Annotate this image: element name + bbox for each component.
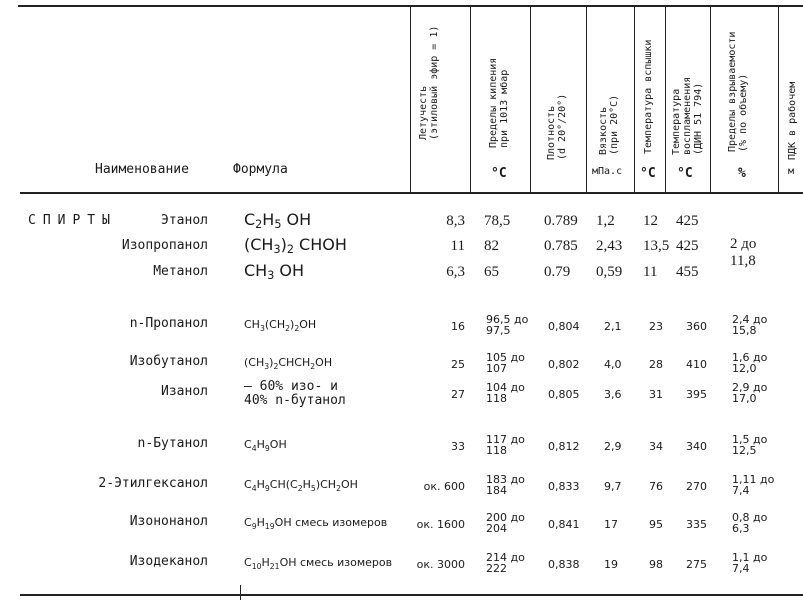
row-formula: $(CH_3)_2$ CHOH xyxy=(244,235,347,256)
row-density: 0,838 xyxy=(548,558,580,571)
col-divider-ignition xyxy=(665,7,666,193)
row-volatility: 27 xyxy=(451,388,465,401)
row-formula: $(CH_3)_2CHCH_2OH$ xyxy=(244,356,333,371)
row-viscosity: 19 xyxy=(604,558,618,571)
row-ignition: 395 xyxy=(686,388,707,401)
header-ignition: Температура воспламенения (ДИН 51 794) xyxy=(671,76,704,155)
row-explosion: 1,5 до 12,5 xyxy=(732,433,768,457)
row-ignition: 275 xyxy=(686,558,707,571)
header-formula: Формула xyxy=(233,162,288,177)
row-boiling: 214 до 222 xyxy=(486,551,525,575)
row-volatility: ок. 600 xyxy=(423,480,465,493)
header-viscosity-unit: мПа.с xyxy=(592,166,623,177)
row-flash: 31 xyxy=(649,388,663,401)
row-explosion: 1,1 до 7,4 xyxy=(732,551,768,575)
header-flash-unit: °C xyxy=(640,166,656,181)
row-flash: 95 xyxy=(649,518,663,531)
row-density: 0,802 xyxy=(548,358,580,371)
row-volatility: 25 xyxy=(451,358,465,371)
header-viscosity: Вязкость (при 20°C) xyxy=(598,94,620,155)
row-boiling: 200 до 204 xyxy=(486,511,525,535)
row-volatility: 16 xyxy=(451,320,465,333)
header-boiling-unit: °C xyxy=(491,166,507,181)
row-boiling: 82 xyxy=(484,238,499,254)
row-formula: $C_2H_5$ OH xyxy=(244,210,312,231)
row-formula: – 60% изо- и 40% n-бутанол xyxy=(244,379,346,408)
col-divider-formula xyxy=(240,585,241,600)
header-density: Плотность (d 20°/20°) xyxy=(546,93,568,160)
row-name: n-Пропанол xyxy=(129,316,208,331)
row-explosion: 2 до 11,8 xyxy=(730,236,757,269)
row-name: Изононанол xyxy=(129,514,208,529)
row-name: n-Бутанол xyxy=(137,436,208,451)
row-volatility: 6,3 xyxy=(446,264,465,280)
row-name: 2-Этилгексанол xyxy=(98,476,208,491)
row-boiling: 183 до 184 xyxy=(486,473,525,497)
header-explosion: Пределы взрываемости (% по объему) xyxy=(727,31,749,152)
row-name: Этанол xyxy=(161,213,208,228)
row-ignition: 425 xyxy=(676,213,699,229)
col-divider-pdk xyxy=(778,7,779,193)
row-explosion: 1,11 до 7,4 xyxy=(732,473,775,497)
row-density: 0,833 xyxy=(548,480,580,493)
row-explosion: 0,8 до 6,3 xyxy=(732,511,768,535)
col-divider-boiling xyxy=(470,7,471,193)
row-viscosity: 9,7 xyxy=(604,480,622,493)
row-flash: 76 xyxy=(649,480,663,493)
row-flash: 98 xyxy=(649,558,663,571)
header-flash: Температура вспышки xyxy=(643,39,654,154)
row-volatility: 33 xyxy=(451,440,465,453)
row-density: 0,804 xyxy=(548,320,580,333)
row-formula: $C_4H_9CH(C_2H_5)CH_2OH$ xyxy=(244,478,358,493)
header-pdk-unit: м xyxy=(788,166,795,177)
row-flash: 12 xyxy=(643,213,658,229)
row-flash: 13,5 xyxy=(643,238,670,254)
row-density: 0,812 xyxy=(548,440,580,453)
row-ignition: 455 xyxy=(676,264,699,280)
row-name: Изопропанол xyxy=(121,238,208,253)
row-density: 0,805 xyxy=(548,388,580,401)
row-volatility: ок. 1600 xyxy=(416,518,465,531)
row-formula: $CH_3$ OH xyxy=(244,261,305,282)
row-ignition: 270 xyxy=(686,480,707,493)
table-bottom-rule xyxy=(20,594,803,596)
row-viscosity: 2,9 xyxy=(604,440,622,453)
row-explosion: 2,9 до 17,0 xyxy=(732,381,768,405)
row-formula: $C_4H_9OH$ xyxy=(244,438,287,453)
col-divider-flash xyxy=(634,7,635,193)
row-formula: $C_9H_{19}OH$ смесь изомеров xyxy=(244,516,388,531)
header-name: Наименование xyxy=(95,162,189,177)
col-divider-density xyxy=(530,7,531,193)
row-name: Изанол xyxy=(161,384,208,399)
row-boiling: 65 xyxy=(484,264,499,280)
row-volatility: 8,3 xyxy=(446,213,465,229)
row-flash: 28 xyxy=(649,358,663,371)
header-boiling: Пределы кипения при 1013 мбар xyxy=(488,57,510,148)
row-ignition: 340 xyxy=(686,440,707,453)
header-explosion-unit: % xyxy=(738,166,746,181)
row-boiling: 96,5 до 97,5 xyxy=(486,313,529,337)
section-label: СПИРТЫ xyxy=(28,213,117,228)
row-viscosity: 3,6 xyxy=(604,388,622,401)
row-boiling: 105 до 107 xyxy=(486,351,525,375)
row-volatility: 11 xyxy=(450,238,465,254)
row-boiling: 117 до 118 xyxy=(486,433,525,457)
header-ignition-unit: °C xyxy=(677,166,693,181)
row-name: Изодеканол xyxy=(129,554,208,569)
row-flash: 11 xyxy=(643,264,658,280)
row-name: Изобутанол xyxy=(129,354,208,369)
header-volatility: Летучесть (этиловый эфир = 1) xyxy=(418,25,440,140)
col-divider-volatility xyxy=(410,7,411,193)
row-explosion: 1,6 до 12,0 xyxy=(732,351,768,375)
row-viscosity: 2,43 xyxy=(596,238,623,254)
row-flash: 34 xyxy=(649,440,663,453)
row-viscosity: 0,59 xyxy=(596,264,623,280)
row-density: 0.789 xyxy=(544,213,578,229)
row-ignition: 360 xyxy=(686,320,707,333)
row-density: 0.785 xyxy=(544,238,578,254)
row-density: 0.79 xyxy=(544,264,571,280)
row-viscosity: 4,0 xyxy=(604,358,622,371)
header-bottom-rule xyxy=(20,192,803,194)
row-name: Метанол xyxy=(153,264,208,279)
row-viscosity: 17 xyxy=(604,518,618,531)
row-flash: 23 xyxy=(649,320,663,333)
row-formula: $CH_3(CH_2)_2OH$ xyxy=(244,318,317,333)
col-divider-explosion xyxy=(710,7,711,193)
row-viscosity: 1,2 xyxy=(596,213,615,229)
row-volatility: ок. 3000 xyxy=(416,558,465,571)
row-viscosity: 2,1 xyxy=(604,320,622,333)
col-divider-viscosity xyxy=(586,7,587,193)
row-formula: $C_{10}H_{21}OH$ смесь изомеров xyxy=(244,556,393,571)
row-explosion: 2,4 до 15,8 xyxy=(732,313,768,337)
row-ignition: 410 xyxy=(686,358,707,371)
row-density: 0,841 xyxy=(548,518,580,531)
row-boiling: 104 до 118 xyxy=(486,381,525,405)
row-ignition: 335 xyxy=(686,518,707,531)
row-ignition: 425 xyxy=(676,238,699,254)
row-boiling: 78,5 xyxy=(484,213,511,229)
header-pdk: ПДК в рабочем xyxy=(787,81,798,160)
